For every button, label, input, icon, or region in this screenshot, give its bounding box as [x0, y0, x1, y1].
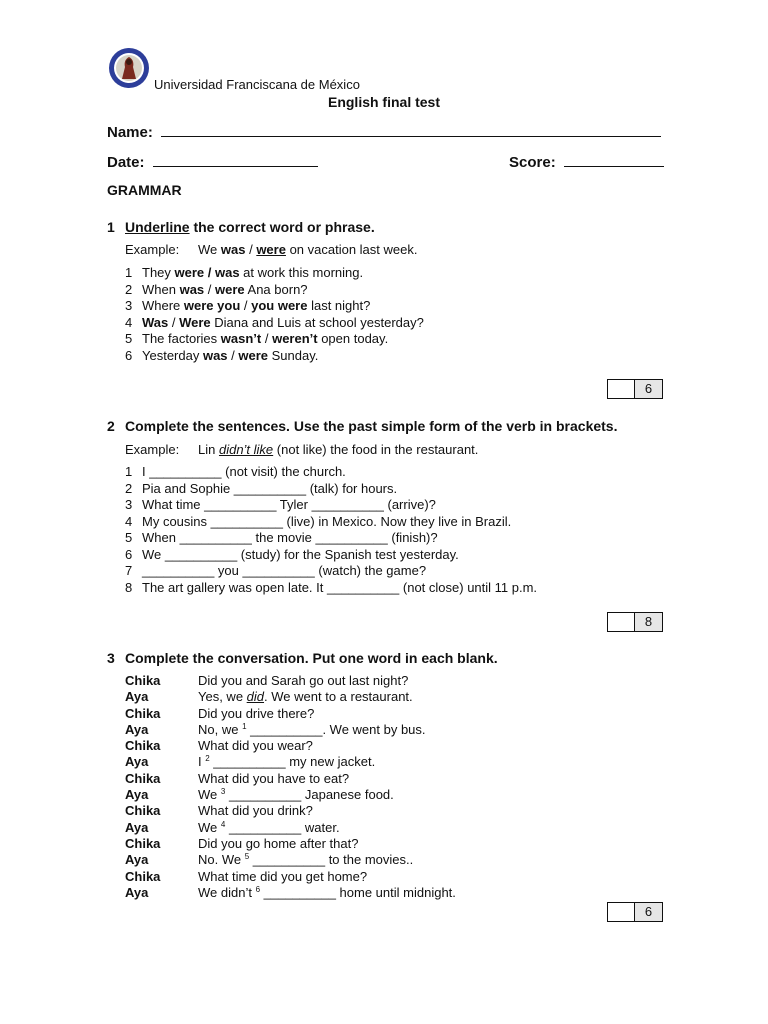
- speaker-name: Chika: [125, 835, 161, 851]
- conversation-line: [125, 820, 456, 836]
- q2-item-number: 7: [125, 563, 133, 578]
- q1-example: [125, 242, 417, 257]
- q2-score-box: [607, 612, 663, 632]
- conversation-text[interactable]: Did you go home after that?: [198, 835, 359, 851]
- q1-item: [125, 315, 424, 332]
- q2-item: [125, 563, 537, 580]
- q2-example: [125, 442, 478, 457]
- score-input-line[interactable]: [564, 153, 664, 167]
- conversation-line: [125, 689, 456, 705]
- university-seal-logo: [108, 47, 150, 89]
- q2-score-blank[interactable]: [608, 613, 635, 631]
- q2-instruction: Complete the sentences. Use the past simple form of the verb in brackets.: [125, 418, 618, 434]
- q1-item: [125, 348, 424, 365]
- conversation-line: [125, 852, 456, 868]
- q1-item-text[interactable]: Where were you / you were last night?: [142, 298, 371, 313]
- section-heading: GRAMMAR: [107, 182, 182, 198]
- conversation-text[interactable]: What did you drink?: [198, 803, 313, 819]
- conversation-line: [125, 836, 456, 852]
- conversation-text[interactable]: I $^2$ __________ my new jacket.: [198, 754, 376, 770]
- speaker-name: Aya: [125, 852, 149, 868]
- conversation-text[interactable]: Yes, we did. We went to a restaurant.: [198, 689, 413, 705]
- q3-score-value: 6: [635, 903, 662, 921]
- conversation-text[interactable]: We didn’t $^6$ __________ home until midnight.: [198, 884, 456, 900]
- q1-item-text[interactable]: The factories wasn’t / weren’t open today.: [142, 331, 389, 346]
- q2-item: [125, 464, 537, 481]
- q1-item: [125, 298, 424, 315]
- conversation-text[interactable]: Did you and Sarah go out last night?: [198, 673, 409, 688]
- q2-item-text[interactable]: When __________ the movie __________ (finish)?: [142, 530, 438, 545]
- q2-item-text[interactable]: What time __________ Tyler __________ (arrive)?: [142, 497, 436, 512]
- speaker-name: Aya: [125, 689, 149, 705]
- conversation-line: [125, 754, 456, 770]
- speaker-name: Chika: [125, 868, 161, 884]
- q1-item: [125, 265, 424, 282]
- university-name: Universidad Franciscana de México: [154, 77, 360, 92]
- q1-item-text[interactable]: They were / was at work this morning.: [142, 265, 364, 280]
- conversation-line: [125, 722, 456, 738]
- q2-item-number: 1: [125, 464, 133, 479]
- q2-item-text[interactable]: The art gallery was open late. It __________ (not close) until 11 p.m.: [142, 579, 538, 595]
- conversation-text[interactable]: We $^4$ __________ water.: [198, 819, 340, 835]
- q1-item-number: 3: [125, 298, 133, 313]
- date-input-line[interactable]: [153, 153, 318, 167]
- speaker-name: Aya: [125, 787, 149, 803]
- q3-score-blank[interactable]: [608, 903, 635, 921]
- q2-item-text[interactable]: Pia and Sophie __________ (talk) for hours.: [142, 480, 398, 496]
- q1-heading: [107, 219, 375, 235]
- q1-example-text: We was / were on vacation last week.: [198, 242, 418, 257]
- q1-number: 1: [107, 219, 115, 235]
- q1-item-text[interactable]: Yesterday was / were Sunday.: [142, 347, 319, 363]
- q2-item: [125, 547, 537, 564]
- q2-item: [125, 514, 537, 531]
- conversation-text[interactable]: What did you have to eat?: [198, 770, 350, 786]
- conversation-line: [125, 885, 456, 901]
- speaker-name: Chika: [125, 738, 161, 754]
- speaker-name: Aya: [125, 754, 149, 770]
- speaker-name: Chika: [125, 770, 161, 786]
- q1-underline-word: Underline: [125, 219, 190, 235]
- name-field: [107, 123, 661, 141]
- speaker-name: Aya: [125, 884, 149, 900]
- q1-score-box: [607, 379, 663, 399]
- q1-item: [125, 331, 424, 348]
- q3-heading: [107, 650, 498, 666]
- q2-item-text[interactable]: We __________ (study) for the Spanish test yesterday.: [142, 546, 459, 562]
- q2-item-text[interactable]: I __________ (not visit) the church.: [142, 464, 346, 479]
- q1-items: [125, 265, 424, 364]
- conversation-line: [125, 869, 456, 885]
- q1-example-label: Example:: [125, 242, 180, 257]
- speaker-name: Chika: [125, 705, 161, 721]
- q3-score-box: [607, 902, 663, 922]
- score-field: [509, 153, 664, 171]
- date-field: [107, 153, 318, 171]
- conversation-line: [125, 706, 456, 722]
- score-label: Score:: [509, 154, 556, 171]
- q2-item-number: 2: [125, 480, 133, 496]
- q2-number: 2: [107, 418, 115, 434]
- q3-number: 3: [107, 650, 115, 666]
- conversation-text[interactable]: What did you wear?: [198, 738, 313, 754]
- speaker-name: Chika: [125, 803, 161, 819]
- q2-example-label: Example:: [125, 442, 180, 457]
- q2-item-number: 5: [125, 530, 133, 545]
- q2-item-text[interactable]: My cousins __________ (live) in Mexico. Now they live in Brazil.: [142, 513, 512, 529]
- q2-item: [125, 530, 537, 547]
- q1-score-value: 6: [635, 380, 662, 398]
- conversation-line: [125, 787, 456, 803]
- conversation-text[interactable]: We $^3$ __________ Japanese food.: [198, 787, 394, 803]
- q2-item: [125, 481, 537, 498]
- q1-score-blank[interactable]: [608, 380, 635, 398]
- speaker-name: Aya: [125, 819, 149, 835]
- q1-instruction: the correct word or phrase.: [189, 219, 375, 235]
- q2-score-value: 8: [635, 613, 662, 631]
- name-input-line[interactable]: [161, 123, 661, 137]
- q2-item-number: 3: [125, 497, 133, 512]
- q1-item-number: 4: [125, 314, 133, 330]
- speaker-name: Chika: [125, 673, 161, 688]
- q1-item-number: 6: [125, 347, 133, 363]
- conversation-line: [125, 771, 456, 787]
- speaker-name: Aya: [125, 721, 149, 737]
- q1-item-text[interactable]: When was / were Ana born?: [142, 281, 308, 297]
- q2-item-number: 4: [125, 513, 133, 529]
- conversation-text[interactable]: No. We $^5$ __________ to the movies..: [198, 852, 414, 868]
- q2-item-number: 8: [125, 579, 133, 595]
- conversation-line: [125, 803, 456, 819]
- q1-item-number: 1: [125, 265, 133, 280]
- conversation-line: [125, 738, 456, 754]
- conversation-line: [125, 673, 456, 689]
- q1-item-number: 5: [125, 331, 133, 346]
- q1-item-number: 2: [125, 281, 133, 297]
- q3-instruction: Complete the conversation. Put one word in each blank.: [125, 650, 498, 666]
- q3-conversation: [125, 673, 456, 901]
- date-label: Date:: [107, 154, 145, 171]
- q2-heading: [107, 418, 617, 434]
- conversation-text[interactable]: No, we $^1$ __________. We went by bus.: [198, 721, 426, 737]
- q2-items: [125, 464, 537, 596]
- test-title: English final test: [327, 94, 440, 110]
- q2-item: [125, 580, 537, 597]
- name-label: Name:: [107, 124, 153, 141]
- q1-item: [125, 282, 424, 299]
- q2-item: [125, 497, 537, 514]
- q2-item-number: 6: [125, 546, 133, 562]
- q1-item-text[interactable]: Was / Were Diana and Luis at school yesterday?: [142, 314, 424, 330]
- conversation-text[interactable]: Did you drive there?: [198, 705, 315, 721]
- conversation-text[interactable]: What time did you get home?: [198, 868, 368, 884]
- q2-item-text[interactable]: __________ you __________ (watch) the game?: [142, 563, 427, 578]
- q2-example-text: Lin didn’t like (not like) the food in the restaurant.: [198, 442, 479, 457]
